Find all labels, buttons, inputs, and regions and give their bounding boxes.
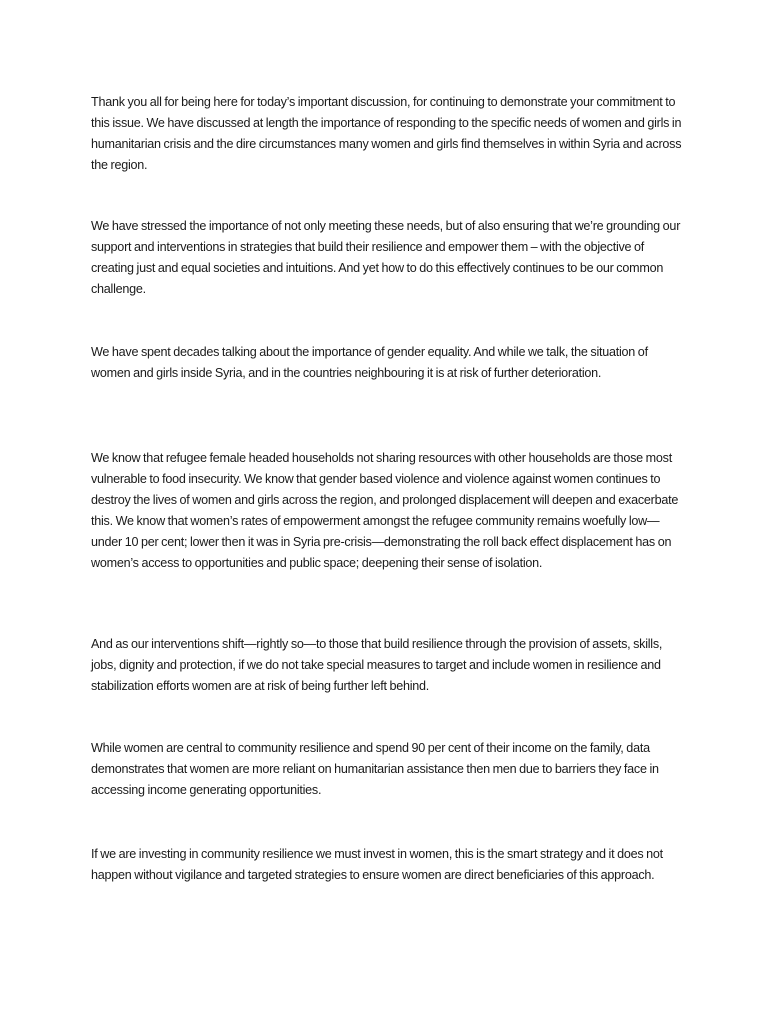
paragraph-4: We know that refugee female headed households not sharing resources with other households are those most vulnerable to food insecurity. We know that gender based violence and violence against women continues to destroy the lives of women and girls across the region, and prolonged displacement will deepen and exacerbate this. We know that women’s rates of empowerment amongst the refugee community remains woefully low—under 10 per cent; lower then it was in Syria pre-crisis—demonstrating the roll back effect displacement has on women’s access to opportunities and public space; deepening their sense of isolation. [91,451,679,570]
paragraph-7: If we are investing in community resilience we must invest in women, this is the smart strategy and it does not happen without vigilance and targeted strategies to ensure women are direct beneficiaries of this approach. [91,847,663,882]
paragraph-5: And as our interventions shift—rightly so—to those that build resilience through the provision of assets, skills, jobs, dignity and protection, if we do not take special measures to target and include women in resilience and stabilization efforts women are at risk of being further left behind. [91,637,663,693]
paragraph-3: We have spent decades talking about the importance of gender equality. And while we talk, the situation of women and girls inside Syria, and in the countries neighbouring it is at risk of further deterioration. [91,345,648,380]
paragraph-6: While women are central to community resilience and spend 90 per cent of their income on the family, data demonstrates that women are more reliant on humanitarian assistance then men due to barriers they face in accessing income generating opportunities. [91,741,659,797]
paragraph-1: Thank you all for being here for today’s important discussion, for continuing to demonstrate your commitment to this issue. We have discussed at length the importance of responding to the specific needs of women and girls in humanitarian crisis and the dire circumstances many women and girls find themselves in within Syria and across the region. [91,95,682,172]
paragraph-2: We have stressed the importance of not only meeting these needs, but of also ensuring that we’re grounding our support and interventions in strategies that build their resilience and empower them – with the objective of creating just and equal societies and intuitions. And yet how to do this effectively continues to be our common challenge. [91,219,681,296]
